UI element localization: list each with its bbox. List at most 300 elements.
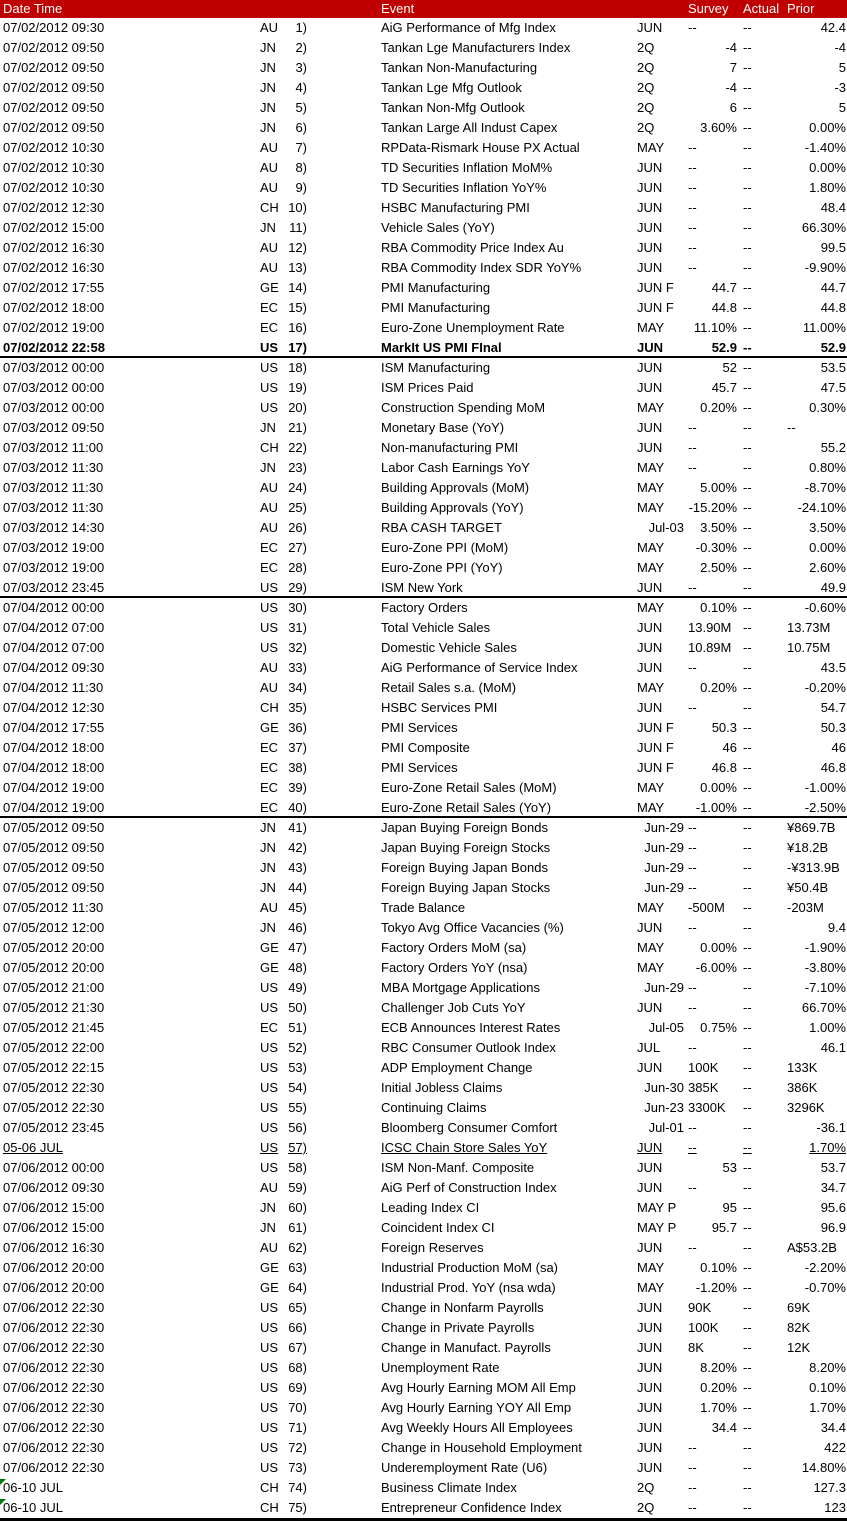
period-cell[interactable]: Jun-29 [644,860,684,875]
event-cell[interactable]: RBA Commodity Price Index Au [381,240,564,255]
prior-cell[interactable]: 46.8 [820,760,846,775]
period-cell[interactable]: MAY P [637,1200,677,1215]
period-cell[interactable]: Jun-29 [644,820,684,835]
event-cell[interactable]: RBC Consumer Outlook Index [381,1040,556,1055]
event-cell[interactable]: Monetary Base (YoY) [381,420,505,435]
date-cell[interactable] [0,1298,258,1318]
prior-cell[interactable]: -0.60% [804,600,846,615]
prior-cell[interactable]: 49.9 [820,580,846,595]
survey-cell[interactable]: 0.20% [700,680,737,695]
prior-cell[interactable]: 42.4 [820,20,846,35]
country-cell[interactable]: US [260,1400,279,1415]
row-number-cell[interactable]: 73) [288,1460,307,1475]
row-number-cell[interactable]: 55) [288,1100,307,1115]
calendar-row[interactable] [0,1318,847,1338]
actual-cell[interactable]: -- [743,720,752,735]
event-cell[interactable]: Vehicle Sales (YoY) [381,220,495,235]
country-cell[interactable]: US [260,1340,279,1355]
row-number-cell[interactable]: 11) [289,220,307,235]
event-cell[interactable]: Change in Nonfarm Payrolls [381,1300,544,1315]
country-cell[interactable]: US [260,1080,279,1095]
row-number-cell[interactable]: 13) [288,260,307,275]
row-number-cell[interactable]: 4) [295,80,307,95]
event-cell[interactable]: AiG Performance of Mfg Index [381,20,556,35]
row-number-cell[interactable]: 71) [288,1420,307,1435]
survey-cell[interactable]: 100K [688,1060,719,1075]
row-number-cell[interactable]: 44) [288,880,307,895]
date-cell[interactable] [0,198,258,218]
row-number-cell[interactable]: 61) [288,1220,307,1235]
actual-cell[interactable]: -- [743,900,752,915]
survey-cell[interactable]: -500M [688,900,725,915]
event-cell[interactable]: Avg Hourly Earning MOM All Emp [381,1380,576,1395]
country-cell[interactable]: AU [260,180,279,195]
date-cell[interactable] [0,698,258,718]
date-cell[interactable] [0,558,258,578]
event-cell[interactable]: ISM New York [381,580,463,595]
row-number-cell[interactable]: 2) [295,40,307,55]
period-cell[interactable]: MAY [637,940,665,955]
survey-cell[interactable]: 3.60% [700,120,737,135]
event-cell[interactable]: ISM Prices Paid [381,380,474,395]
calendar-row[interactable] [0,738,847,758]
event-cell[interactable]: Building Approvals (MoM) [381,480,530,495]
country-cell[interactable]: AU [260,660,279,675]
survey-cell[interactable]: 0.20% [700,400,737,415]
prior-cell[interactable]: ¥18.2B [787,840,829,855]
calendar-row[interactable] [0,758,847,778]
event-cell[interactable]: Tankan Large All Indust Capex [381,120,558,135]
row-number-cell[interactable]: 34) [288,680,307,695]
country-cell[interactable]: CH [260,700,279,715]
survey-cell[interactable]: 8.20% [700,1360,737,1375]
actual-cell[interactable]: -- [743,660,752,675]
row-number-cell[interactable]: 8) [295,160,307,175]
prior-cell[interactable]: 0.00% [809,120,846,135]
row-number-cell[interactable]: 57) [288,1140,307,1155]
row-number-cell[interactable]: 58) [288,1160,307,1175]
actual-cell[interactable]: -- [743,180,752,195]
country-cell[interactable]: AU [260,500,279,515]
calendar-row[interactable] [0,1278,847,1298]
country-cell[interactable]: AU [260,240,279,255]
event-cell[interactable]: PMI Manufacturing [381,280,491,295]
actual-cell[interactable]: -- [743,1120,752,1135]
period-cell[interactable]: JUN [637,240,663,255]
prior-cell[interactable]: 5 [838,100,846,115]
row-number-cell[interactable]: 56) [288,1120,307,1135]
country-cell[interactable]: EC [260,300,279,315]
prior-cell[interactable]: 95.6 [820,1200,846,1215]
date-cell[interactable] [0,618,258,638]
survey-cell[interactable]: -- [688,840,697,855]
prior-cell[interactable]: 46.1 [820,1040,846,1055]
actual-cell[interactable]: -- [743,740,752,755]
actual-cell[interactable]: -- [743,1140,752,1155]
row-number-cell[interactable]: 24) [288,480,307,495]
prior-cell[interactable]: -¥313.9B [787,860,840,875]
country-cell[interactable]: AU [260,680,279,695]
date-cell[interactable] [0,538,258,558]
country-cell[interactable]: US [260,1060,279,1075]
survey-cell[interactable]: 10.89M [688,640,732,655]
date-cell[interactable] [0,1418,258,1438]
date-cell[interactable] [0,1098,258,1118]
event-cell[interactable]: Foreign Reserves [381,1240,484,1255]
prior-cell[interactable]: -1.40% [804,140,846,155]
actual-cell[interactable]: -- [743,280,752,295]
date-cell[interactable] [0,1038,258,1058]
date-cell[interactable] [0,298,258,318]
actual-cell[interactable]: -- [743,1360,752,1375]
row-number-cell[interactable]: 29) [288,580,307,595]
row-number-cell[interactable]: 12) [288,240,307,255]
prior-cell[interactable]: 50.3 [820,720,846,735]
row-number-cell[interactable]: 14) [288,280,307,295]
country-cell[interactable]: EC [260,760,279,775]
calendar-row[interactable] [0,858,847,878]
survey-cell[interactable]: 46.8 [711,760,737,775]
country-cell[interactable]: GE [260,1260,279,1275]
calendar-row[interactable] [0,1018,847,1038]
period-cell[interactable]: MAY [637,500,665,515]
calendar-row[interactable] [0,238,847,258]
country-cell[interactable]: JN [260,880,276,895]
prior-cell[interactable]: 0.10% [809,1380,846,1395]
row-number-cell[interactable]: 26) [288,520,307,535]
actual-cell[interactable]: -- [743,1040,752,1055]
event-cell[interactable]: HSBC Manufacturing PMI [381,200,530,215]
calendar-row[interactable] [0,998,847,1018]
event-cell[interactable]: Japan Buying Foreign Stocks [381,840,551,855]
event-cell[interactable]: AiG Perf of Construction Index [381,1180,557,1195]
row-number-cell[interactable]: 68) [288,1360,307,1375]
survey-cell[interactable]: -- [688,1480,697,1495]
actual-cell[interactable]: -- [743,980,752,995]
prior-cell[interactable]: -4 [834,40,846,55]
date-cell[interactable] [0,918,258,938]
actual-cell[interactable]: -- [743,220,752,235]
actual-cell[interactable]: -- [743,1060,752,1075]
period-cell[interactable]: JUN [637,180,663,195]
country-cell[interactable]: CH [260,1500,279,1515]
prior-cell[interactable]: 9.4 [827,920,846,935]
date-cell[interactable] [0,1398,258,1418]
actual-cell[interactable]: -- [743,1400,752,1415]
actual-cell[interactable]: -- [743,1480,752,1495]
country-cell[interactable]: JN [260,420,276,435]
survey-cell[interactable]: -- [688,700,697,715]
country-cell[interactable]: JN [260,820,276,835]
row-number-cell[interactable]: 67) [288,1340,307,1355]
prior-cell[interactable]: 53.7 [820,1160,846,1175]
calendar-row[interactable] [0,298,847,318]
actual-cell[interactable]: -- [743,680,752,695]
country-cell[interactable]: JN [260,1220,276,1235]
row-number-cell[interactable]: 66) [288,1320,307,1335]
period-cell[interactable]: JUN [637,420,663,435]
row-number-cell[interactable]: 46) [288,920,307,935]
calendar-row[interactable] [0,1098,847,1118]
row-number-cell[interactable]: 36) [288,720,307,735]
country-cell[interactable]: US [260,1040,279,1055]
actual-cell[interactable]: -- [743,1000,752,1015]
prior-cell[interactable]: 1.70% [809,1400,846,1415]
calendar-row[interactable] [0,898,847,918]
actual-cell[interactable]: -- [743,120,752,135]
date-cell[interactable] [0,478,258,498]
survey-cell[interactable]: 34.4 [711,1420,737,1435]
actual-cell[interactable]: -- [743,640,752,655]
date-cell[interactable] [0,858,258,878]
country-cell[interactable]: US [260,1000,279,1015]
actual-cell[interactable]: -- [743,880,752,895]
row-number-cell[interactable]: 38) [288,760,307,775]
calendar-row[interactable] [0,438,847,458]
actual-cell[interactable]: -- [743,1220,752,1235]
prior-cell[interactable]: 99.5 [820,240,846,255]
survey-cell[interactable]: 0.75% [700,1020,737,1035]
row-number-cell[interactable]: 47) [288,940,307,955]
country-cell[interactable]: AU [260,900,279,915]
event-cell[interactable]: Business Climate Index [381,1480,517,1495]
country-cell[interactable]: US [260,620,279,635]
country-cell[interactable]: US [260,640,279,655]
calendar-row[interactable] [0,378,847,398]
event-cell[interactable]: Trade Balance [381,900,466,915]
country-cell[interactable]: GE [260,940,279,955]
country-cell[interactable]: JN [260,220,276,235]
country-cell[interactable]: GE [260,720,279,735]
actual-cell[interactable]: -- [743,600,752,615]
actual-cell[interactable]: -- [743,360,752,375]
calendar-row[interactable] [0,278,847,298]
date-cell[interactable] [0,1458,258,1478]
calendar-row[interactable] [0,1078,847,1098]
row-number-cell[interactable]: 41) [288,820,307,835]
period-cell[interactable]: Jun-29 [644,840,684,855]
survey-cell[interactable]: -- [688,920,697,935]
row-number-cell[interactable]: 69) [288,1380,307,1395]
calendar-row[interactable] [0,1498,847,1518]
prior-cell[interactable]: -1.00% [804,780,846,795]
row-number-cell[interactable]: 19) [288,380,307,395]
actual-cell[interactable]: -- [743,300,752,315]
prior-cell[interactable]: 48.4 [820,200,846,215]
country-cell[interactable]: JN [260,100,276,115]
date-cell[interactable] [0,258,258,278]
event-cell[interactable]: MarkIt US PMI FInal [381,340,502,355]
date-cell[interactable] [0,78,258,98]
calendar-row[interactable] [0,18,847,38]
prior-cell[interactable]: 69K [787,1300,811,1315]
date-cell[interactable] [0,1318,258,1338]
row-number-cell[interactable]: 64) [288,1280,307,1295]
survey-cell[interactable]: 0.00% [700,940,737,955]
period-cell[interactable]: JUN [637,640,663,655]
row-number-cell[interactable]: 7) [295,140,307,155]
event-cell[interactable]: Labor Cash Earnings YoY [381,460,530,475]
date-cell[interactable] [0,1018,258,1038]
period-cell[interactable]: JUN F [637,280,674,295]
period-cell[interactable]: MAY [637,140,665,155]
date-cell[interactable] [0,678,258,698]
country-cell[interactable]: CH [260,200,279,215]
event-cell[interactable]: Bloomberg Consumer Comfort [381,1120,558,1135]
calendar-row[interactable] [0,878,847,898]
event-cell[interactable]: PMI Manufacturing [381,300,491,315]
period-cell[interactable]: MAY [637,780,665,795]
prior-cell[interactable]: -0.70% [804,1280,846,1295]
event-cell[interactable]: Tankan Lge Mfg Outlook [381,80,522,95]
period-cell[interactable]: Jun-23 [644,1100,684,1115]
country-cell[interactable]: EC [260,780,279,795]
actual-cell[interactable]: -- [743,460,752,475]
event-cell[interactable]: Non-manufacturing PMI [381,440,519,455]
row-number-cell[interactable]: 6) [295,120,307,135]
period-cell[interactable]: JUN [637,1060,663,1075]
calendar-row[interactable] [0,1418,847,1438]
period-cell[interactable]: Jul-03 [648,520,684,535]
country-cell[interactable]: US [260,1320,279,1335]
country-cell[interactable]: AU [260,260,279,275]
survey-cell[interactable]: 1.70% [700,1400,737,1415]
event-cell[interactable]: Change in Private Payrolls [381,1320,535,1335]
prior-cell[interactable]: 2.60% [809,560,846,575]
actual-cell[interactable]: -- [743,1080,752,1095]
survey-cell[interactable]: -1.00% [695,800,737,815]
country-cell[interactable]: GE [260,280,279,295]
row-number-cell[interactable]: 53) [288,1060,307,1075]
country-cell[interactable]: US [260,1100,279,1115]
calendar-row[interactable] [0,478,847,498]
prior-cell[interactable]: -8.70% [804,480,846,495]
calendar-row[interactable] [0,138,847,158]
country-cell[interactable]: US [260,1120,279,1135]
row-number-cell[interactable]: 10) [288,200,307,215]
date-cell[interactable] [0,178,258,198]
date-cell[interactable] [0,378,258,398]
event-cell[interactable]: Domestic Vehicle Sales [381,640,517,655]
prior-cell[interactable]: 422 [824,1440,846,1455]
survey-cell[interactable]: 95 [722,1200,737,1215]
survey-cell[interactable]: 7 [729,60,737,75]
date-cell[interactable] [0,98,258,118]
row-number-cell[interactable]: 49) [288,980,307,995]
period-cell[interactable]: JUN [637,20,663,35]
country-cell[interactable]: US [260,1140,279,1155]
actual-cell[interactable]: -- [743,400,752,415]
calendar-row[interactable] [0,178,847,198]
prior-cell[interactable]: 386K [787,1080,818,1095]
calendar-row[interactable] [0,1158,847,1178]
period-cell[interactable]: MAY [637,960,665,975]
event-cell[interactable]: Leading Index CI [381,1200,480,1215]
country-cell[interactable]: JN [260,840,276,855]
period-cell[interactable]: JUN F [637,720,674,735]
country-cell[interactable]: JN [260,40,276,55]
date-cell[interactable] [0,338,258,356]
period-cell[interactable]: JUN [637,1360,663,1375]
country-cell[interactable]: JN [260,120,276,135]
event-cell[interactable]: RPData-Rismark House PX Actual [381,140,580,155]
prior-cell[interactable]: -1.90% [804,940,846,955]
calendar-row[interactable] [0,618,847,638]
actual-cell[interactable]: -- [743,100,752,115]
actual-cell[interactable]: -- [743,1200,752,1215]
survey-cell[interactable]: -- [688,160,697,175]
prior-cell[interactable]: 133K [787,1060,818,1075]
date-cell[interactable] [0,458,258,478]
prior-cell[interactable]: 14.80% [801,1460,846,1475]
survey-cell[interactable]: 5.00% [700,480,737,495]
event-cell[interactable]: TD Securities Inflation YoY% [381,180,547,195]
prior-cell[interactable]: 127.3 [813,1480,846,1495]
event-cell[interactable]: Tankan Non-Mfg Outlook [381,100,525,115]
event-cell[interactable]: ADP Employment Change [381,1060,533,1075]
actual-cell[interactable]: -- [743,140,752,155]
actual-cell[interactable]: -- [743,260,752,275]
actual-cell[interactable]: -- [743,1180,752,1195]
period-cell[interactable]: 2Q [637,40,655,55]
event-cell[interactable]: Avg Weekly Hours All Employees [381,1420,573,1435]
survey-cell[interactable]: 52.9 [711,340,737,355]
calendar-row[interactable] [0,638,847,658]
survey-cell[interactable]: -- [688,220,697,235]
calendar-row[interactable] [0,1198,847,1218]
actual-cell[interactable]: -- [743,1500,752,1515]
prior-cell[interactable]: -3 [834,80,846,95]
period-cell[interactable]: JUN [637,1460,663,1475]
actual-cell[interactable]: -- [743,160,752,175]
period-cell[interactable]: JUN [637,220,663,235]
date-cell[interactable] [0,318,258,338]
calendar-row[interactable] [0,1058,847,1078]
country-cell[interactable]: US [260,1360,279,1375]
event-cell[interactable]: Euro-Zone PPI (YoY) [381,560,503,575]
row-number-cell[interactable]: 9) [295,180,307,195]
date-cell[interactable] [0,1118,258,1138]
actual-cell[interactable]: -- [743,1100,752,1115]
date-cell[interactable] [0,838,258,858]
country-cell[interactable]: GE [260,1280,279,1295]
prior-cell[interactable]: ¥50.4B [787,880,829,895]
row-number-cell[interactable]: 42) [288,840,307,855]
calendar-row[interactable] [0,958,847,978]
period-cell[interactable]: JUN [637,1340,663,1355]
calendar-row[interactable] [0,258,847,278]
prior-cell[interactable]: 66.30% [801,220,846,235]
prior-cell[interactable]: 34.4 [820,1420,846,1435]
prior-cell[interactable]: -2.20% [804,1260,846,1275]
survey-cell[interactable]: -- [688,580,697,595]
event-cell[interactable]: Tankan Lge Manufacturers Index [381,40,571,55]
country-cell[interactable]: US [260,360,279,375]
period-cell[interactable]: Jul-01 [648,1120,684,1135]
date-cell[interactable] [0,118,258,138]
prior-cell[interactable]: 34.7 [820,1180,846,1195]
prior-cell[interactable]: 47.5 [820,380,846,395]
actual-cell[interactable]: -- [743,1340,752,1355]
date-cell[interactable] [0,138,258,158]
period-cell[interactable]: JUN [637,1300,663,1315]
prior-cell[interactable]: 12K [787,1340,811,1355]
prior-cell[interactable]: 0.30% [809,400,846,415]
event-cell[interactable]: Total Vehicle Sales [381,620,491,635]
event-cell[interactable]: AiG Performance of Service Index [381,660,578,675]
survey-cell[interactable]: 0.10% [700,600,737,615]
prior-cell[interactable]: -- [787,420,796,435]
